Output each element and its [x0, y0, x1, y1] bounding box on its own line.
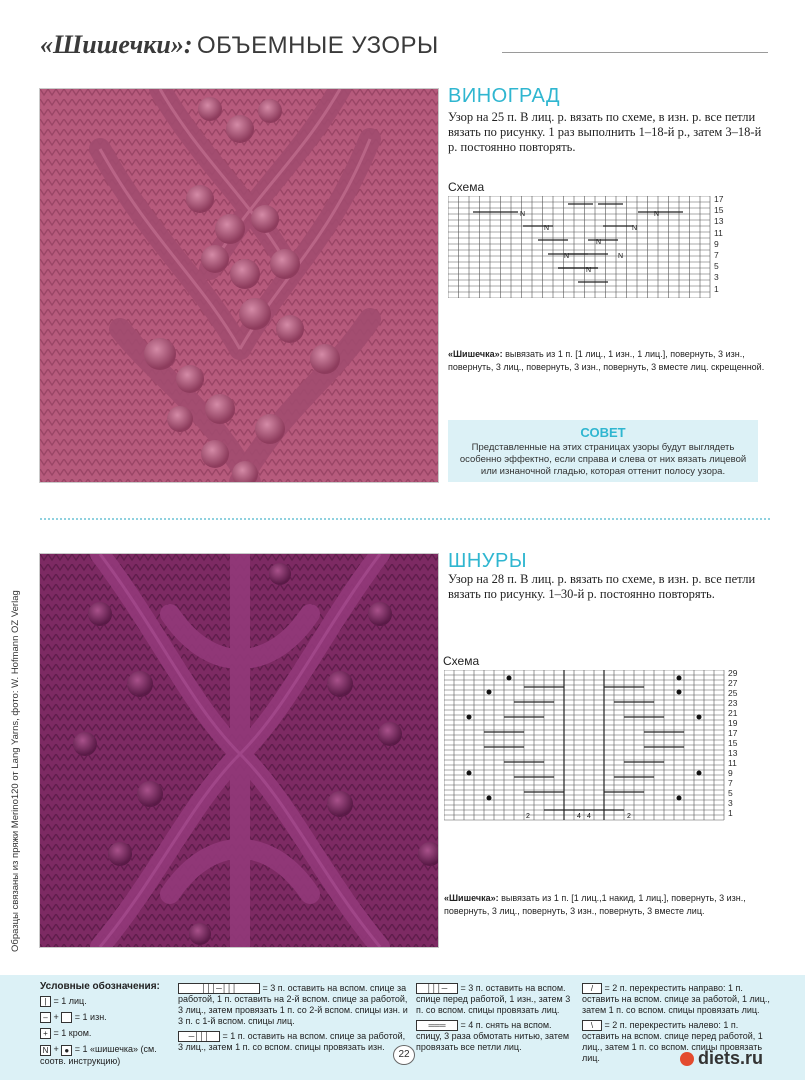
- row-number: 17: [728, 728, 738, 738]
- svg-text:2: 2: [526, 813, 530, 820]
- row-number: 17: [714, 194, 724, 204]
- row-number: 15: [714, 205, 724, 216]
- cable-3-1-3-symbol-icon: │││─│││: [178, 983, 260, 994]
- row-number: 19: [728, 718, 738, 728]
- section-divider: [40, 518, 770, 520]
- knitting-chart-shnury: [444, 670, 766, 822]
- legend-item: = 2 п. перекрестить направо: 1 п. оставить на вспом. спице за работой, 1 лиц., затем 1 п. со вспом. спицы провязать лиц.: [582, 983, 770, 1016]
- legend-item: = 2 п. перекрестить налево: 1 п. оставить на вспом. спице перед работой, 1 лиц., затем 1 п. со вспом. спицы провязать лиц.: [582, 1020, 763, 1064]
- header-title-caps: ОБЪЕМНЫЕ УЗОРЫ: [197, 32, 439, 59]
- row-number: 29: [728, 668, 738, 678]
- row-number: 13: [728, 748, 738, 758]
- svg-text:2: 2: [627, 813, 631, 820]
- section-description-vinograd: Узор на 25 п. В лиц. р. вязать по схеме, в изн. р. все петли вязать по рисунку. 1 раз выполнить 1–18-й р., затем 3–18-й р. постоянно повторять.: [448, 110, 762, 154]
- note-bold: «Шишечка»:: [444, 893, 499, 903]
- row-number: 23: [728, 698, 738, 708]
- row-numbers-vinograd: [714, 194, 734, 295]
- note-bold: «Шишечка»:: [448, 349, 503, 359]
- page-header: [40, 30, 780, 70]
- svg-text:N: N: [596, 239, 602, 246]
- tip-box: [448, 420, 758, 482]
- row-number: 3: [728, 798, 733, 808]
- row-number: 3: [714, 272, 719, 283]
- svg-text:4: 4: [577, 813, 581, 820]
- row-number: 27: [728, 678, 738, 688]
- section-title-vinograd: ВИНОГРАД: [448, 85, 561, 107]
- row-number: 15: [728, 738, 738, 748]
- row-number: 1: [714, 283, 719, 294]
- photo-vinograd: [39, 88, 439, 483]
- row-number: 11: [714, 227, 723, 238]
- schema-label-vinograd: Схема: [448, 180, 485, 194]
- page-number: 22: [393, 1045, 415, 1065]
- photo-shnury: [39, 553, 439, 948]
- cable-1-3-symbol-icon: ─│││: [178, 1031, 220, 1042]
- svg-text:N: N: [544, 225, 550, 232]
- apple-icon: [680, 1052, 694, 1066]
- logo-text: diets.ru: [698, 1048, 764, 1068]
- row-number: 5: [714, 261, 719, 272]
- row-number: 9: [714, 238, 719, 249]
- bobble-dot-symbol-icon: ●: [61, 1045, 72, 1056]
- section-title-shnury: ШНУРЫ: [448, 550, 528, 572]
- credit-text: Образцы связаны из пряжи Merino120 от Lang Yarns, фото: W. Hofmann OZ Verlag: [10, 590, 21, 952]
- bobble-note-shnury: [444, 892, 770, 918]
- cross-left-symbol-icon: \: [582, 1020, 602, 1031]
- svg-text:N: N: [654, 211, 660, 218]
- section-description-shnury: Узор на 28 п. В лиц. р. вязать по схеме, в изн. р. все петли вязать по рисунку. 1–30-й р. постоянно повторять.: [448, 572, 756, 601]
- tip-title: СОВЕТ: [580, 425, 626, 440]
- legend-col-2: [178, 983, 408, 1053]
- knitting-chart-vinograd: [448, 196, 734, 298]
- photo-credit: [8, 560, 22, 960]
- svg-text:N: N: [586, 267, 592, 274]
- purl-symbol-icon: –: [40, 1012, 51, 1023]
- legend-item: = 4 п. снять на вспом. спицу, 3 раза обмотать нитью, затем провязать все петли лиц.: [416, 1020, 570, 1053]
- note-text: вывязать из 1 п. [1 лиц., 1 изн., 1 лиц.], повернуть, 3 изн., повернуть, 3 лиц., повернуть, 3 изн., повернуть, 3 вместе лиц. скрещенной.: [448, 349, 765, 372]
- row-number: 21: [728, 708, 738, 718]
- bobble-note-vinograd: [448, 348, 770, 374]
- legend-item: = 1 изн.: [74, 1012, 107, 1023]
- legend-item: = 3 п. оставить на вспом. спице перед работой, 1 изн., затем 3 п. со вспом. спицы провязать лиц.: [416, 983, 571, 1016]
- row-number: 9: [728, 768, 733, 778]
- cable-3-1-front-symbol-icon: │││─: [416, 983, 458, 994]
- legend-item: = 1 «шишечка» (см. соотв. инструкцию): [40, 1044, 157, 1066]
- legend-title: Условные обозначения:: [40, 981, 160, 992]
- empty-symbol-icon: [61, 1012, 72, 1023]
- row-numbers-shnury: [728, 668, 752, 818]
- svg-text:N: N: [618, 253, 624, 260]
- row-number: 7: [714, 250, 719, 261]
- site-logo[interactable]: [680, 1048, 763, 1069]
- header-title-script: «Шишечки»:: [40, 30, 193, 59]
- legend-item: = 3 п. оставить на вспом. спице за работой, 1 п. оставить на 2-й вспом. спице за работой, 3 лиц., затем провязать 1 п. со 2-й вспом. спицы изн. и 3 п. с 1-й вспом. спицы лиц.: [178, 983, 408, 1027]
- row-number: 25: [728, 688, 738, 698]
- svg-text:N: N: [520, 211, 526, 218]
- row-number: 5: [728, 788, 733, 798]
- legend-col-1: Условные обозначения: | = 1 лиц. – + = 1 изн. + = 1 кром. N + ● = 1 «шишечка» (см. соотв. инструкцию): [40, 981, 160, 1066]
- legend-col-3: [416, 983, 576, 1053]
- legend-item: = 1 кром.: [53, 1028, 92, 1039]
- row-number: 7: [728, 778, 733, 788]
- edge-symbol-icon: +: [40, 1028, 51, 1039]
- legend-item: = 1 п. оставить на вспом. спице за работой, 3 лиц., затем 1 п. со вспом. спицы провязать изн.: [178, 1031, 406, 1053]
- row-number: 11: [728, 758, 737, 768]
- svg-text:4: 4: [587, 813, 591, 820]
- wrap-4-symbol-icon: ═══: [416, 1020, 458, 1031]
- knit-symbol-icon: |: [40, 996, 51, 1007]
- schema-label-shnury: Схема: [443, 654, 480, 668]
- row-number: 13: [714, 216, 724, 227]
- legend-item: = 1 лиц.: [53, 996, 87, 1006]
- note-text: вывязать из 1 п. [1 лиц.,1 накид, 1 лиц.], повернуть, 3 изн., повернуть, 3 лиц., повернуть, 3 изн., повернуть, 3 вместе лиц.: [444, 893, 746, 916]
- svg-text:N: N: [632, 225, 638, 232]
- tip-text: Представленные на этих страницах узоры будут выглядеть особенно эффектно, если справа и слева от них вязать лицевой или изнаночной гладью, которая оттенит полосу узора.: [459, 442, 747, 477]
- svg-text:N: N: [564, 253, 570, 260]
- bobble-n-symbol-icon: N: [40, 1045, 51, 1056]
- header-rule: [502, 52, 768, 53]
- cross-right-symbol-icon: /: [582, 983, 602, 994]
- row-number: 1: [728, 808, 733, 818]
